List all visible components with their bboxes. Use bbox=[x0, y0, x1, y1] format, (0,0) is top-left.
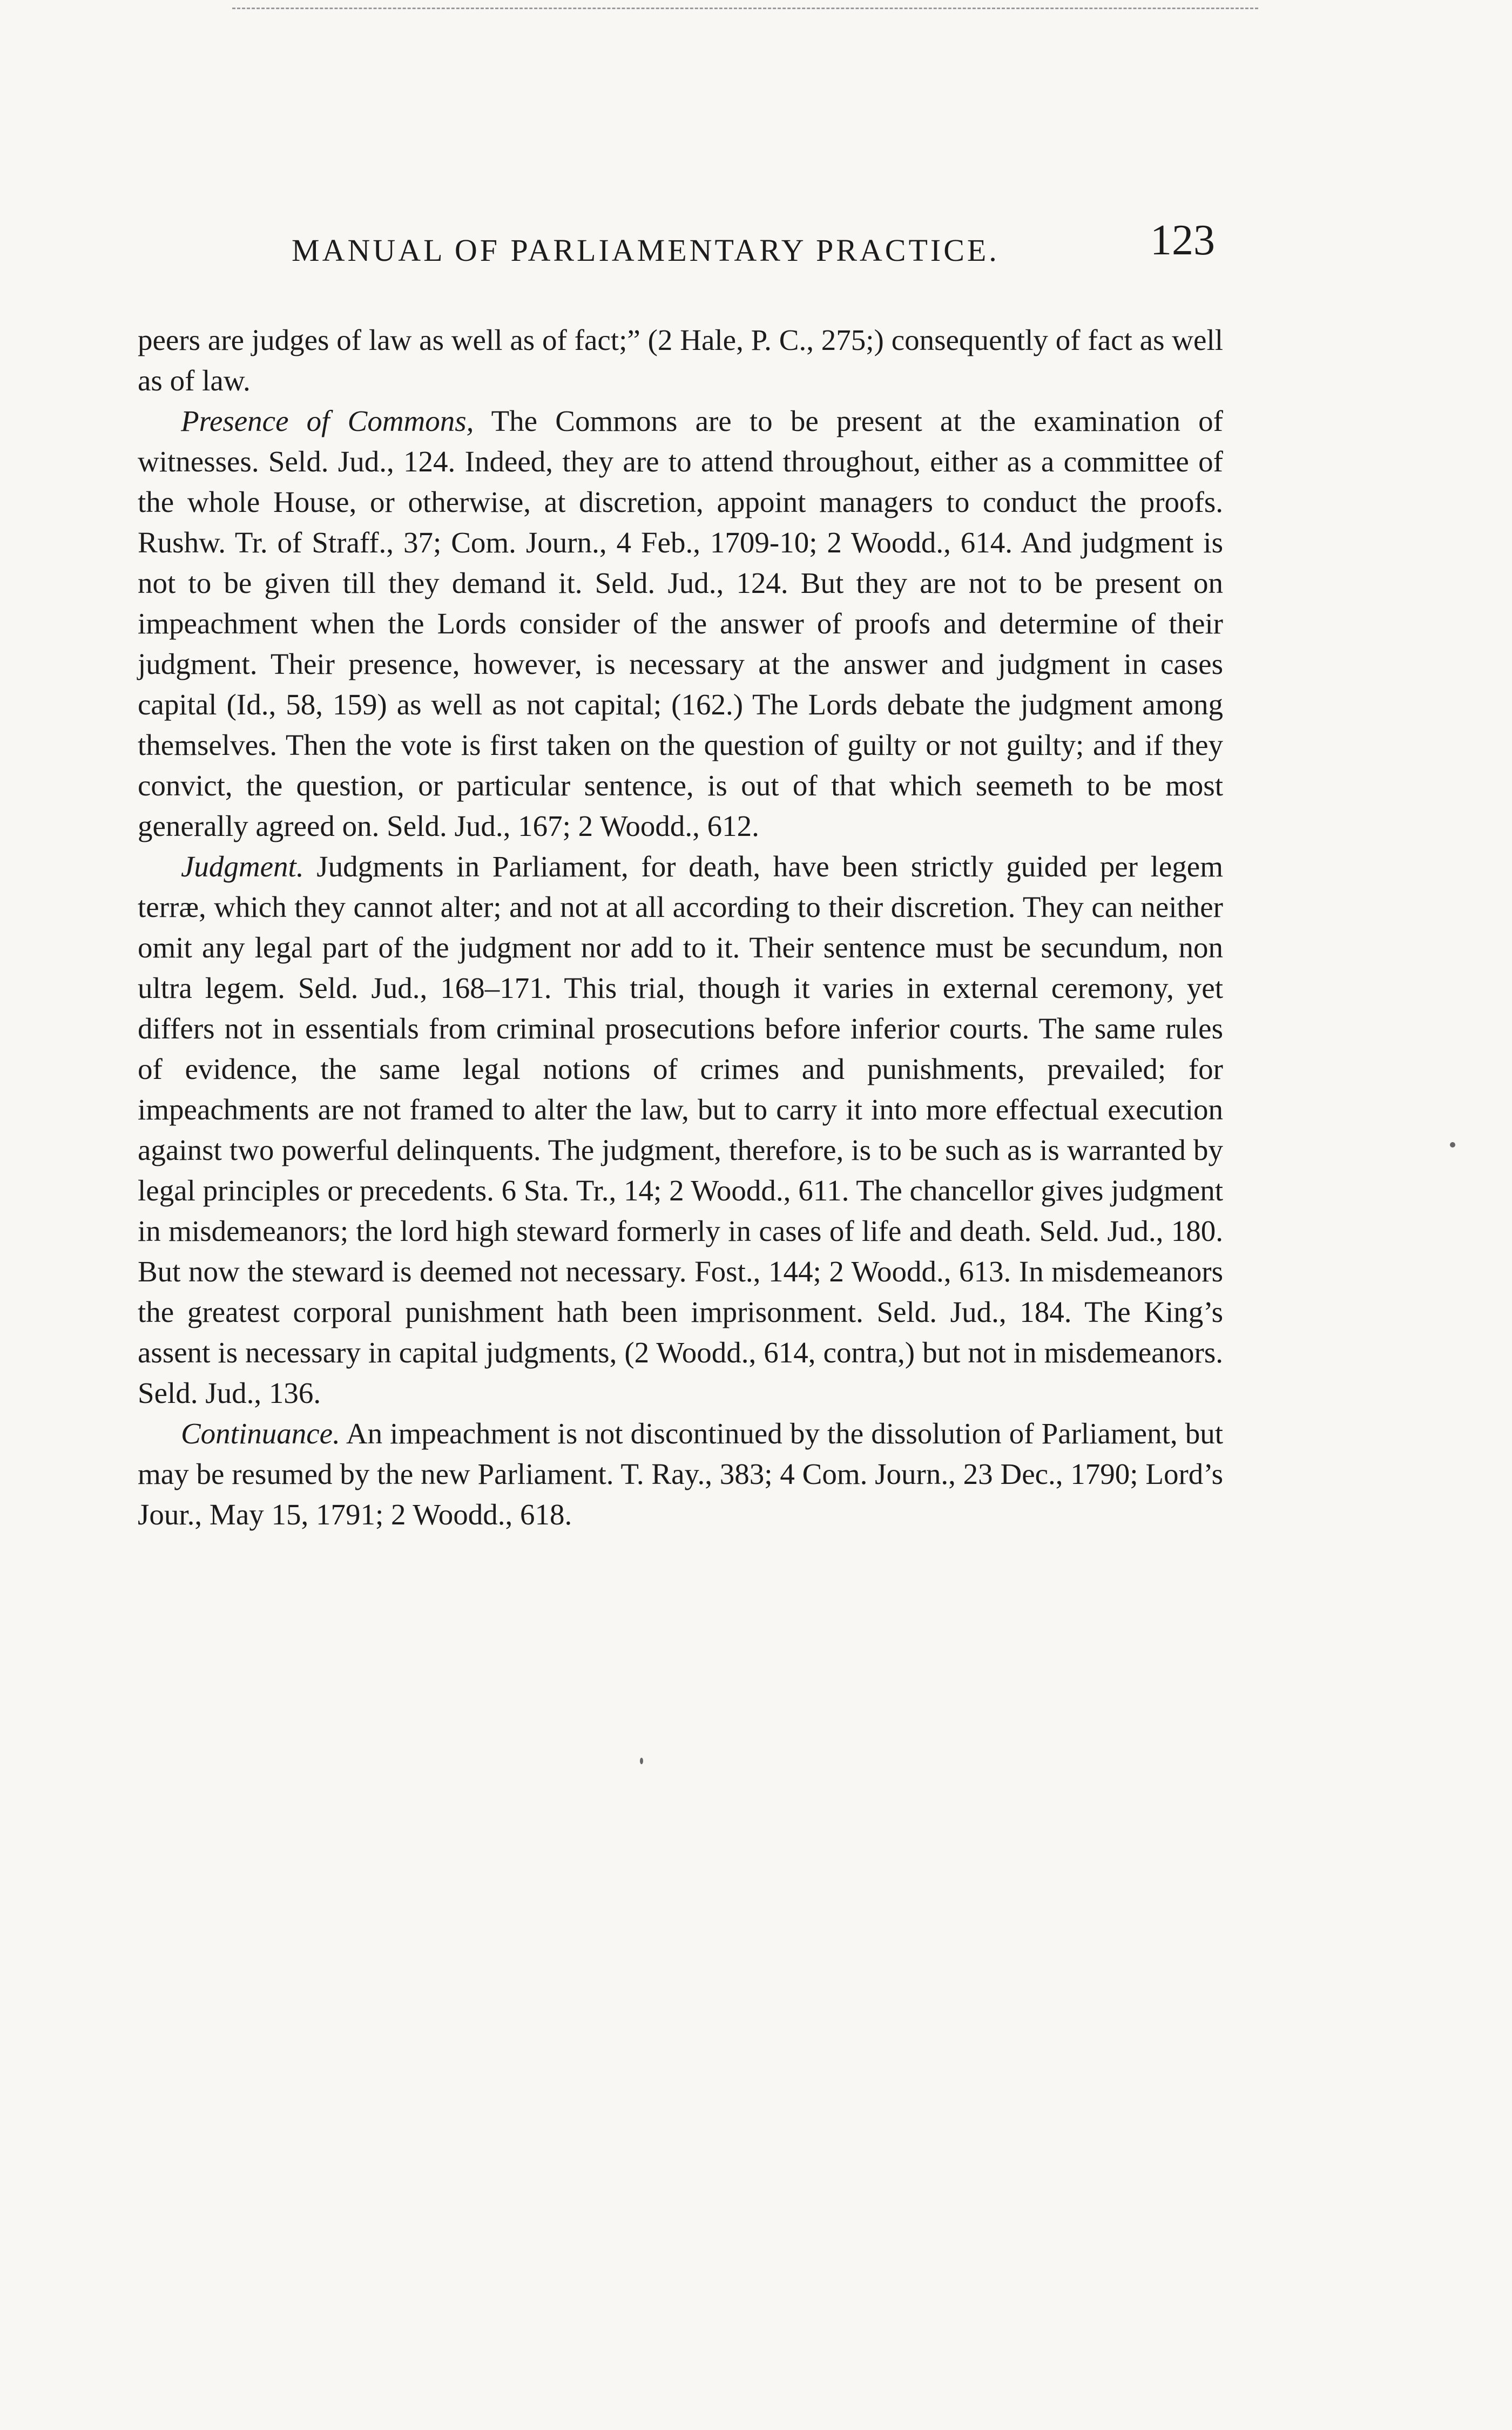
paragraph bbox=[138, 320, 1223, 401]
paragraph bbox=[138, 401, 1223, 846]
page-body bbox=[138, 320, 1223, 1535]
ink-speck bbox=[640, 1758, 643, 1764]
paragraph-text: The Commons are to be present at the examination of witnesses. Seld. Jud., 124. Indeed, they are to attend throughout, either as a committee of the whole House, or otherwise, at discretion, appoint managers to conduct the proofs. Rushw. Tr. of Straff., 37; Com. Journ., 4 Feb., 1709-10; 2 Woodd., 614. And judgment is not to be given till they demand it. Seld. Jud., 124. But they are not to be present on impeachment when the Lords consider of the answer of proofs and determine of their judgment. Their presence, however, is necessary at the answer and judgment in cases capital (Id., 58, 159) as well as not capital; (162.) The Lords debate the judgment among themselves. Then the vote is first taken on the question of guilty or not guilty; and if they convict, the question, or particular sentence, is out of that which seemeth to be most generally agreed on. Seld. Jud., 167; 2 Woodd., 612. bbox=[138, 404, 1223, 842]
page-number: 123 bbox=[1150, 217, 1215, 264]
paragraph bbox=[138, 1413, 1223, 1535]
paragraph-text: peers are judges of law as well as of fact;” (2 Hale, P. C., 275;) consequently of fact as well as of law. bbox=[138, 323, 1223, 397]
page-header bbox=[281, 216, 1226, 281]
paragraph bbox=[138, 846, 1223, 1413]
sidenote-heading: Continuance. bbox=[181, 1417, 340, 1450]
paragraph-text: Judgments in Parliament, for death, have been strictly guided per legem terræ, which they cannot alter; and not at all according to their discretion. They can neither omit any legal part of the judgment nor add to it. Their sentence must be secundum, non ultra legem. Seld. Jud., 168–171. This trial, though it varies in external ceremony, yet differs not in essentials from criminal prosecutions before inferior courts. The same rules of evidence, the same legal notions of crimes and punishments, prevailed; for impeachments are not framed to alter the law, but to carry it into more effectual execution against two powerful delinquents. The judgment, therefore, is to be such as is warranted by legal principles or precedents. 6 Sta. Tr., 14; 2 Woodd., 611. The chancellor gives judgment in misdemeanors; the lord high steward formerly in cases of life and death. Seld. Jud., 180. But now the steward is deemed not necessary. Fost., 144; 2 Woodd., 613. In misdemeanors the greatest corporal punishment hath been imprisonment. Seld. Jud., 184. The King’s assent is necessary in capital judgments, (2 Woodd., 614, contra,) but not in misdemeanors. Seld. Jud., 136. bbox=[138, 850, 1223, 1409]
running-title: MANUAL OF PARLIAMENTARY PRACTICE. bbox=[292, 233, 1000, 268]
sidenote-heading: Judgment. bbox=[181, 850, 304, 883]
sidenote-heading: Presence of Commons, bbox=[181, 404, 474, 437]
paragraph-text: An impeachment is not discontinued by the dissolution of Parliament, but may be resumed by the new Parliament. T. Ray., 383; 4 Com. Journ., 23 Dec., 1790; Lord’s Jour., May 15, 1791; 2 Woodd., 618. bbox=[138, 1417, 1223, 1531]
top-edge-rule bbox=[232, 8, 1258, 9]
ink-speck bbox=[1450, 1142, 1455, 1148]
